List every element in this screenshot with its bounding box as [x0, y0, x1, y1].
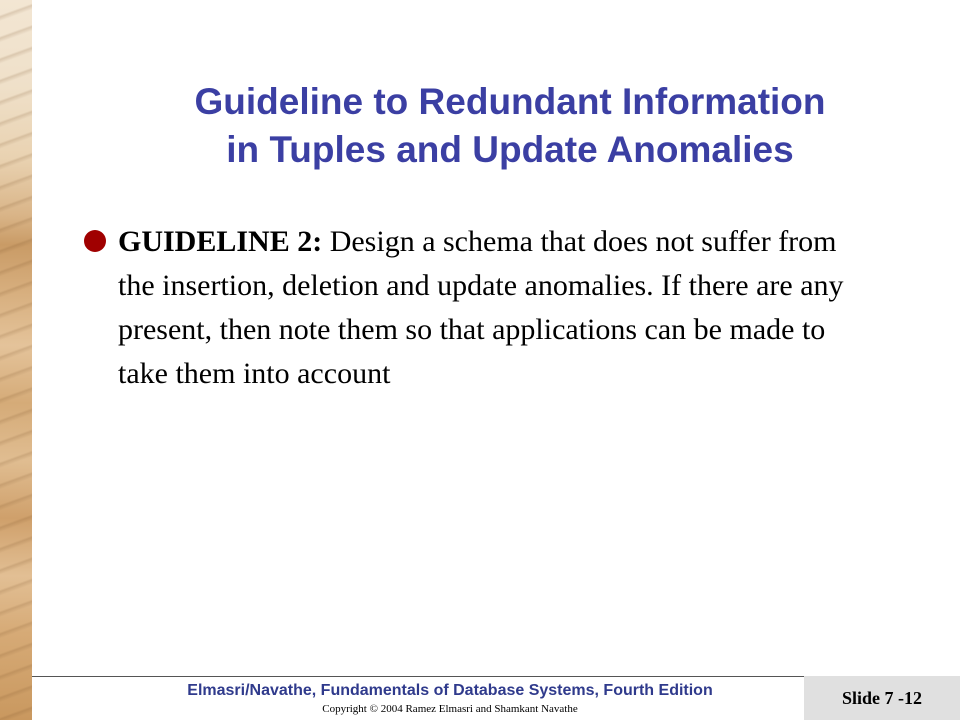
slide-content	[84, 220, 864, 396]
bullet-dot-icon	[84, 230, 106, 252]
decorative-desert-strip	[0, 0, 32, 720]
slide-title-line-2: in Tuples and Update Anomalies	[226, 129, 794, 170]
footer-copyright: Copyright © 2004 Ramez Elmasri and Shamkant Navathe	[322, 703, 578, 715]
slide-title-line-1: Guideline to Redundant Information	[194, 81, 826, 122]
slide-number: Slide 7 -12	[841, 687, 922, 708]
footer	[60, 680, 840, 716]
slide-title	[100, 78, 920, 174]
bullet-text: Design a schema that does not suffer from the insertion, deletion and update anomalies. If there are any present, then note them so that applications can be made to take them into account	[118, 225, 844, 390]
slide-number-box	[804, 676, 960, 720]
footer-book-title: Elmasri/Navathe, Fundamentals of Database Systems, Fourth Edition	[187, 682, 713, 699]
bullet-item	[84, 220, 864, 396]
bullet-lead: GUIDELINE 2:	[118, 225, 323, 258]
